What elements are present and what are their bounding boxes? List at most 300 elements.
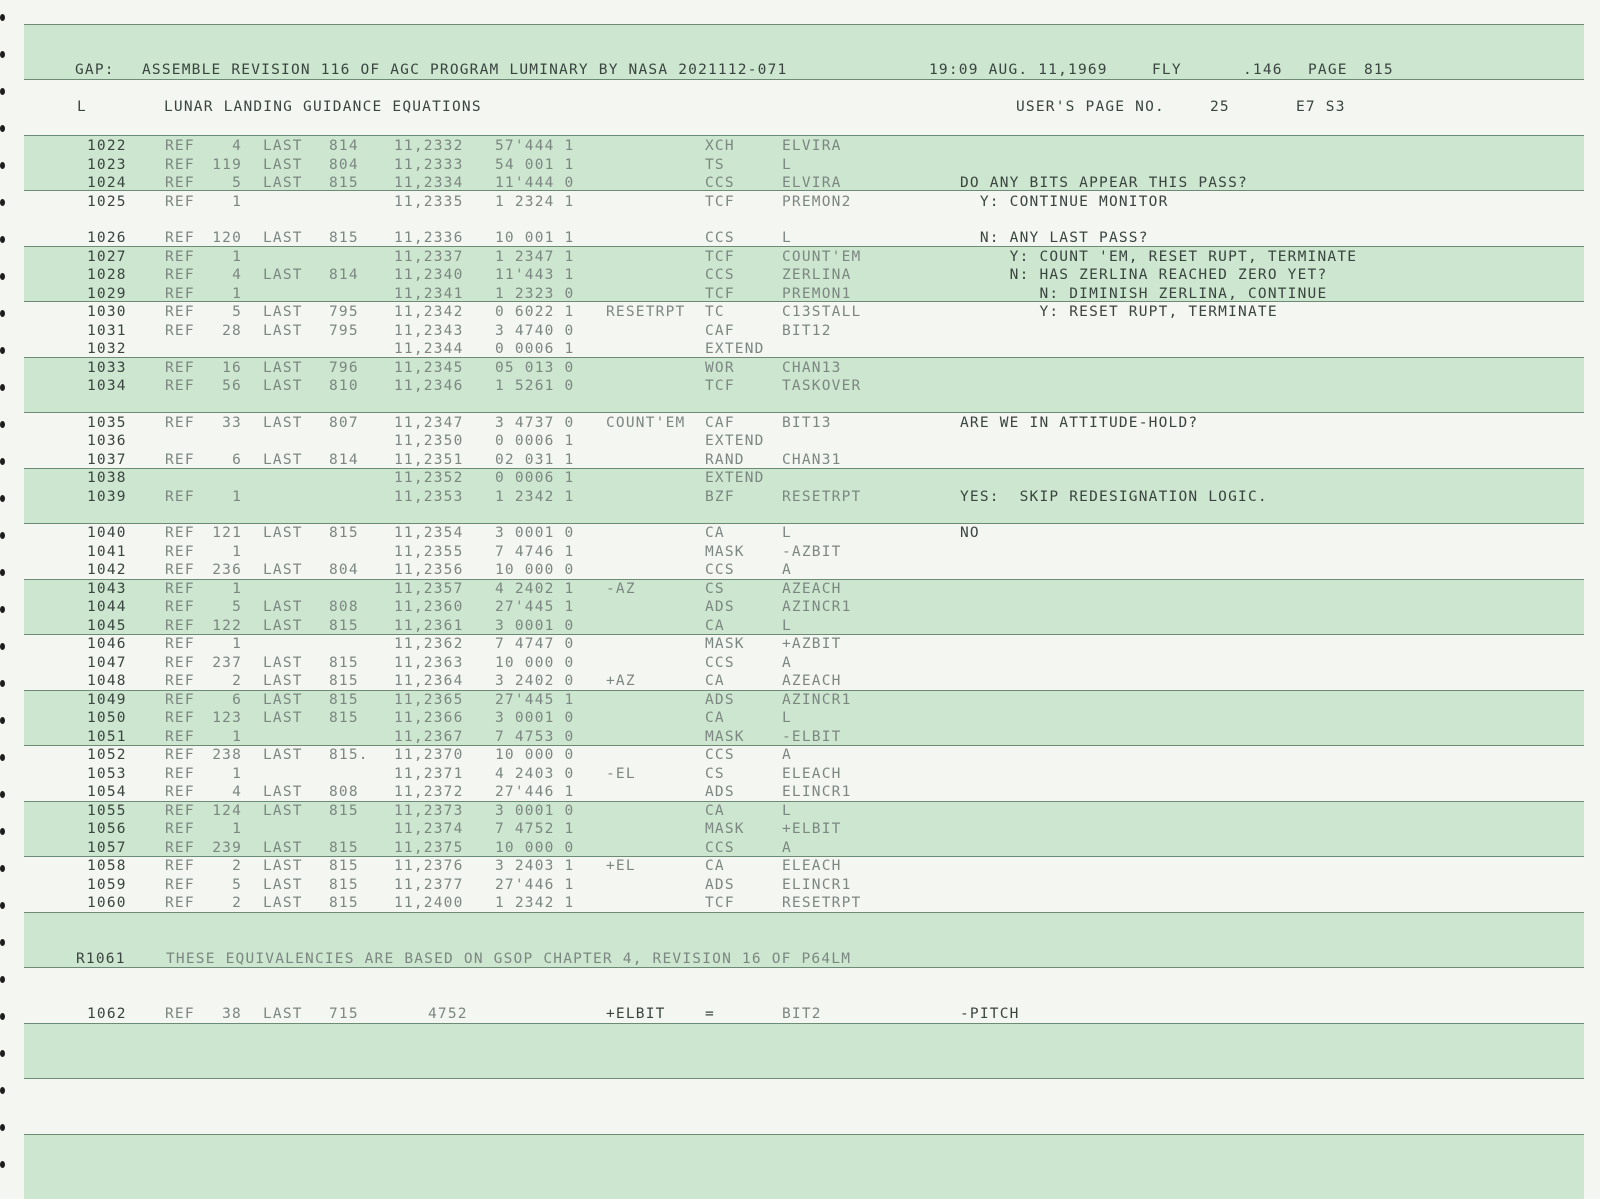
tractor-hole xyxy=(0,273,5,280)
row-last-page: 815 xyxy=(329,691,359,708)
row-opcode: CAF xyxy=(705,414,735,431)
row-ref-label: REF xyxy=(165,673,195,689)
users-page-label: USER'S PAGE NO. xyxy=(1016,99,1165,115)
row-opcode: CCS xyxy=(705,175,735,191)
row-opcode: CAF xyxy=(705,322,735,339)
row-octal-code: 4 2402 1 xyxy=(495,580,575,597)
row-address: 11,2376 xyxy=(394,858,464,874)
row-octal-code: 3 4740 0 xyxy=(495,322,575,339)
row-address: 11,2365 xyxy=(394,691,464,708)
row-comment: N: ANY LAST PASS? xyxy=(960,230,1149,246)
row-last-label: LAST xyxy=(263,858,303,874)
row-octal-code: 7 4746 1 xyxy=(495,543,575,560)
row-line-number: 1025 xyxy=(87,193,127,210)
row-line-number: 1044 xyxy=(87,599,127,615)
row-last-label: LAST xyxy=(263,322,303,339)
row-line-number: 1028 xyxy=(87,267,127,283)
row-last-page: 795 xyxy=(329,322,359,339)
row-ref-label: REF xyxy=(165,359,195,376)
row-ref-count: 1 xyxy=(232,488,242,505)
row-address: 11,2353 xyxy=(394,488,464,505)
band-rule xyxy=(24,523,1584,524)
row-octal-code: 1 2342 1 xyxy=(495,895,575,911)
row-operand: +ELBIT xyxy=(782,821,842,837)
row-ref-count: 236 xyxy=(212,562,242,578)
row-comment: ARE WE IN ATTITUDE-HOLD? xyxy=(960,414,1199,431)
tractor-hole xyxy=(0,1124,5,1131)
row-opcode: CA xyxy=(705,617,725,634)
row-octal-code: 02 031 1 xyxy=(495,451,575,468)
row-comment: YES: SKIP REDESIGNATION LOGIC. xyxy=(960,488,1268,505)
row-ref-label: REF xyxy=(165,304,195,320)
row-last-page: 815 xyxy=(329,802,359,819)
tractor-hole xyxy=(0,1161,5,1168)
remark-line-number: R1061 xyxy=(76,951,126,967)
row-line-number: 1048 xyxy=(87,673,127,689)
row-ref-count: 1 xyxy=(232,728,242,745)
row-operand: +AZBIT xyxy=(782,636,842,652)
row-ref-label: REF xyxy=(165,267,195,283)
row-ref-label: REF xyxy=(165,285,195,302)
row-opcode: TCF xyxy=(705,378,735,394)
row-comment: Y: CONTINUE MONITOR xyxy=(960,193,1169,210)
row-line-number: 1052 xyxy=(87,747,127,763)
row-octal-code: 10 001 1 xyxy=(495,230,575,246)
row-ref-label: REF xyxy=(165,562,195,578)
row-line-number: 1049 xyxy=(87,691,127,708)
row-line-number: 1045 xyxy=(87,617,127,634)
row-opcode: MASK xyxy=(705,543,745,560)
row-ref-count: 1 xyxy=(232,580,242,597)
row-address: 11,2335 xyxy=(394,193,464,210)
row-octal-code: 0 0006 1 xyxy=(495,433,575,449)
row-line-number: 1036 xyxy=(87,433,127,449)
row-line-number: 1031 xyxy=(87,322,127,339)
row-ref-count: 2 xyxy=(232,858,242,874)
row-address: 11,2341 xyxy=(394,285,464,302)
row-octal-code: 7 4753 0 xyxy=(495,728,575,745)
row-last-page: 815 xyxy=(329,876,359,893)
row-ref-count: 6 xyxy=(232,451,242,468)
row-octal-code: 1 2347 1 xyxy=(495,248,575,265)
row-address: 11,2372 xyxy=(394,784,464,800)
row-operand: BIT12 xyxy=(782,322,832,339)
row-last-label: LAST xyxy=(263,876,303,893)
row-last-label: LAST xyxy=(263,156,303,173)
row-opcode: ADS xyxy=(705,876,735,893)
row-line-number: 1060 xyxy=(87,895,127,911)
row-address: 11,2370 xyxy=(394,747,464,763)
row-address: 11,2333 xyxy=(394,156,464,173)
row-line-number: 1024 xyxy=(87,175,127,191)
row-address: 11,2367 xyxy=(394,728,464,745)
row-line-number: 1050 xyxy=(87,710,127,726)
row-line-number: 1051 xyxy=(87,728,127,745)
tractor-hole xyxy=(0,88,5,95)
row-line-number: 1023 xyxy=(87,156,127,173)
row-opcode: EXTEND xyxy=(705,341,765,357)
row-last-page: 815 xyxy=(329,525,359,541)
row-ref-label: REF xyxy=(165,248,195,265)
row-address: 11,2377 xyxy=(394,876,464,893)
equate-label: +ELBIT xyxy=(606,1006,666,1022)
band-rule xyxy=(24,1078,1584,1079)
header-code: .146 xyxy=(1243,62,1283,78)
tractor-hole xyxy=(0,791,5,798)
row-last-page: 807 xyxy=(329,414,359,431)
row-octal-code: 10 000 0 xyxy=(495,839,575,856)
equate-sign: = xyxy=(705,1006,715,1022)
row-label: +EL xyxy=(606,858,636,874)
row-operand: L xyxy=(782,156,792,173)
row-ref-label: REF xyxy=(165,617,195,634)
row-octal-code: 1 5261 0 xyxy=(495,378,575,394)
row-operand: L xyxy=(782,525,792,541)
row-opcode: ADS xyxy=(705,784,735,800)
row-octal-code: 27'446 1 xyxy=(495,876,575,893)
tractor-hole xyxy=(0,310,5,317)
row-octal-code: 11'443 1 xyxy=(495,267,575,283)
row-last-page: 814 xyxy=(329,138,359,154)
row-operand: A xyxy=(782,747,792,763)
row-line-number: 1043 xyxy=(87,580,127,597)
equate-line-number: 1062 xyxy=(87,1006,127,1022)
row-ref-label: REF xyxy=(165,175,195,191)
row-operand: AZEACH xyxy=(782,580,842,597)
row-octal-code: 3 0001 0 xyxy=(495,802,575,819)
green-band xyxy=(24,1134,1584,1199)
row-operand: A xyxy=(782,654,792,671)
remark-text: THESE EQUIVALENCIES ARE BASED ON GSOP CHAPTER 4, REVISION 16 OF P64LM xyxy=(166,951,852,967)
row-last-label: LAST xyxy=(263,451,303,468)
row-address: 11,2356 xyxy=(394,562,464,578)
row-label: -AZ xyxy=(606,580,636,597)
row-line-number: 1035 xyxy=(87,414,127,431)
row-last-label: LAST xyxy=(263,267,303,283)
row-last-page: 808 xyxy=(329,599,359,615)
row-operand: L xyxy=(782,617,792,634)
row-ref-count: 5 xyxy=(232,599,242,615)
row-last-label: LAST xyxy=(263,304,303,320)
row-address: 11,2342 xyxy=(394,304,464,320)
tractor-hole xyxy=(0,125,5,132)
row-operand: PREMON2 xyxy=(782,193,852,210)
tractor-hole xyxy=(0,717,5,724)
tractor-hole xyxy=(0,347,5,354)
row-last-page: 815 xyxy=(329,710,359,726)
row-last-label: LAST xyxy=(263,414,303,431)
row-operand: AZINCR1 xyxy=(782,599,852,615)
row-ref-label: REF xyxy=(165,525,195,541)
tractor-hole xyxy=(0,14,5,21)
row-opcode: TC xyxy=(705,304,725,320)
row-ref-label: REF xyxy=(165,156,195,173)
row-line-number: 1046 xyxy=(87,636,127,652)
row-address: 11,2363 xyxy=(394,654,464,671)
row-opcode: CCS xyxy=(705,267,735,283)
row-ref-count: 239 xyxy=(212,839,242,856)
row-operand: BIT13 xyxy=(782,414,832,431)
row-opcode: CA xyxy=(705,673,725,689)
row-last-page: 810 xyxy=(329,378,359,394)
row-opcode: XCH xyxy=(705,138,735,154)
row-opcode: MASK xyxy=(705,728,745,745)
row-opcode: CCS xyxy=(705,839,735,856)
row-last-page: 804 xyxy=(329,156,359,173)
row-operand: AZINCR1 xyxy=(782,691,852,708)
row-opcode: CCS xyxy=(705,654,735,671)
row-octal-code: 27'445 1 xyxy=(495,691,575,708)
row-ref-count: 1 xyxy=(232,248,242,265)
row-octal-code: 7 4752 1 xyxy=(495,821,575,837)
row-operand: RESETRPT xyxy=(782,895,862,911)
row-last-label: LAST xyxy=(263,691,303,708)
row-last-page: 815. xyxy=(329,747,369,763)
row-octal-code: 3 0001 0 xyxy=(495,617,575,634)
row-ref-count: 4 xyxy=(232,267,242,283)
row-octal-code: 3 2402 0 xyxy=(495,673,575,689)
row-ref-count: 6 xyxy=(232,691,242,708)
row-last-label: LAST xyxy=(263,673,303,689)
row-octal-code: 11'444 0 xyxy=(495,175,575,191)
tractor-hole xyxy=(0,236,5,243)
row-line-number: 1029 xyxy=(87,285,127,302)
row-operand: A xyxy=(782,562,792,578)
row-operand: COUNT'EM xyxy=(782,248,862,265)
row-last-label: LAST xyxy=(263,839,303,856)
row-opcode: ADS xyxy=(705,599,735,615)
row-ref-label: REF xyxy=(165,747,195,763)
row-octal-code: 10 000 0 xyxy=(495,747,575,763)
green-band xyxy=(24,1023,1584,1079)
row-last-label: LAST xyxy=(263,895,303,911)
row-ref-label: REF xyxy=(165,728,195,745)
row-last-label: LAST xyxy=(263,562,303,578)
row-ref-label: REF xyxy=(165,858,195,874)
row-line-number: 1059 xyxy=(87,876,127,893)
row-opcode: CCS xyxy=(705,747,735,763)
row-address: 11,2334 xyxy=(394,175,464,191)
row-ref-label: REF xyxy=(165,876,195,893)
row-opcode: TCF xyxy=(705,895,735,911)
row-line-number: 1041 xyxy=(87,543,127,560)
row-ref-count: 4 xyxy=(232,138,242,154)
row-octal-code: 1 2324 1 xyxy=(495,193,575,210)
row-label: -EL xyxy=(606,765,636,782)
row-ref-label: REF xyxy=(165,414,195,431)
tractor-hole xyxy=(0,384,5,391)
row-ref-label: REF xyxy=(165,322,195,339)
section-title: LUNAR LANDING GUIDANCE EQUATIONS xyxy=(164,99,482,115)
row-ref-count: 33 xyxy=(222,414,242,431)
users-page-code: E7 S3 xyxy=(1296,99,1346,115)
row-ref-label: REF xyxy=(165,802,195,819)
row-opcode: BZF xyxy=(705,488,735,505)
row-last-page: 815 xyxy=(329,858,359,874)
row-opcode: TCF xyxy=(705,248,735,265)
row-last-label: LAST xyxy=(263,617,303,634)
row-comment: Y: COUNT 'EM, RESET RUPT, TERMINATE xyxy=(960,248,1358,265)
row-last-page: 815 xyxy=(329,839,359,856)
tractor-hole xyxy=(0,162,5,169)
row-ref-label: REF xyxy=(165,580,195,597)
row-ref-count: 2 xyxy=(232,673,242,689)
row-octal-code: 54 001 1 xyxy=(495,156,575,173)
row-last-label: LAST xyxy=(263,230,303,246)
row-octal-code: 0 0006 1 xyxy=(495,470,575,486)
row-operand: A xyxy=(782,839,792,856)
row-last-page: 815 xyxy=(329,617,359,634)
row-octal-code: 3 4737 0 xyxy=(495,414,575,431)
row-operand: ELEACH xyxy=(782,858,842,874)
row-ref-label: REF xyxy=(165,710,195,726)
row-line-number: 1037 xyxy=(87,451,127,468)
row-last-page: 814 xyxy=(329,267,359,283)
row-operand: L xyxy=(782,230,792,246)
row-ref-label: REF xyxy=(165,895,195,911)
row-opcode: CS xyxy=(705,765,725,782)
row-ref-label: REF xyxy=(165,488,195,505)
row-last-label: LAST xyxy=(263,784,303,800)
row-last-page: 815 xyxy=(329,230,359,246)
row-last-label: LAST xyxy=(263,654,303,671)
row-line-number: 1040 xyxy=(87,525,127,541)
row-address: 11,2360 xyxy=(394,599,464,615)
printout-sheet xyxy=(24,0,1584,1198)
row-address: 11,2350 xyxy=(394,433,464,449)
row-octal-code: 4 2403 0 xyxy=(495,765,575,782)
row-line-number: 1034 xyxy=(87,378,127,394)
row-address: 11,2336 xyxy=(394,230,464,246)
row-octal-code: 3 0001 0 xyxy=(495,525,575,541)
row-operand: AZEACH xyxy=(782,673,842,689)
row-address: 11,2352 xyxy=(394,470,464,486)
equate-comment: -PITCH xyxy=(960,1006,1020,1022)
row-opcode: CA xyxy=(705,710,725,726)
row-operand: TASKOVER xyxy=(782,378,862,394)
equate-last: LAST xyxy=(263,1006,303,1022)
row-ref-count: 1 xyxy=(232,765,242,782)
row-comment: N: DIMINISH ZERLINA, CONTINUE xyxy=(960,285,1328,302)
row-address: 11,2357 xyxy=(394,580,464,597)
row-operand: PREMON1 xyxy=(782,285,852,302)
row-ref-count: 121 xyxy=(212,525,242,541)
row-operand: ELEACH xyxy=(782,765,842,782)
row-opcode: TS xyxy=(705,156,725,173)
header-fly: FLY xyxy=(1152,62,1182,78)
row-address: 11,2332 xyxy=(394,138,464,154)
row-operand: L xyxy=(782,802,792,819)
row-address: 11,2347 xyxy=(394,414,464,431)
row-last-label: LAST xyxy=(263,802,303,819)
row-last-page: 815 xyxy=(329,175,359,191)
row-ref-count: 1 xyxy=(232,821,242,837)
row-address: 11,2344 xyxy=(394,341,464,357)
header-page-number: 815 xyxy=(1364,62,1394,78)
equate-ref-count: 38 xyxy=(222,1006,242,1022)
tractor-hole xyxy=(0,569,5,576)
row-ref-label: REF xyxy=(165,636,195,652)
tractor-hole xyxy=(0,680,5,687)
tractor-hole xyxy=(0,1050,5,1057)
row-ref-label: REF xyxy=(165,765,195,782)
row-ref-count: 1 xyxy=(232,285,242,302)
row-line-number: 1022 xyxy=(87,138,127,154)
row-last-page: 795 xyxy=(329,304,359,320)
row-ref-label: REF xyxy=(165,378,195,394)
row-operand: L xyxy=(782,710,792,726)
row-line-number: 1053 xyxy=(87,765,127,782)
row-last-page: 814 xyxy=(329,451,359,468)
row-ref-count: 5 xyxy=(232,175,242,191)
header-title: ASSEMBLE REVISION 116 OF AGC PROGRAM LUMINARY BY NASA 2021112-071 xyxy=(142,62,788,78)
row-line-number: 1047 xyxy=(87,654,127,671)
row-last-label: LAST xyxy=(263,747,303,763)
row-ref-count: 4 xyxy=(232,784,242,800)
row-line-number: 1038 xyxy=(87,470,127,486)
row-address: 11,2346 xyxy=(394,378,464,394)
row-ref-count: 56 xyxy=(222,378,242,394)
tractor-hole xyxy=(0,865,5,872)
tractor-hole xyxy=(0,495,5,502)
row-comment: NO xyxy=(960,525,980,541)
row-octal-code: 27'446 1 xyxy=(495,784,575,800)
row-opcode: EXTEND xyxy=(705,470,765,486)
row-opcode: MASK xyxy=(705,821,745,837)
header-page-label: PAGE xyxy=(1308,62,1348,78)
users-page-number: 25 xyxy=(1210,99,1230,115)
row-address: 11,2361 xyxy=(394,617,464,634)
row-operand: CHAN31 xyxy=(782,451,842,468)
header-prefix: GAP: xyxy=(75,62,115,78)
equate-operand: BIT2 xyxy=(782,1006,822,1022)
header-time: 19:09 AUG. 11,1969 xyxy=(929,62,1108,78)
tractor-hole xyxy=(0,828,5,835)
row-address: 11,2340 xyxy=(394,267,464,283)
tractor-hole xyxy=(0,976,5,983)
row-octal-code: 1 2342 1 xyxy=(495,488,575,505)
row-octal-code: 1 2323 0 xyxy=(495,285,575,302)
row-ref-label: REF xyxy=(165,230,195,246)
row-line-number: 1027 xyxy=(87,248,127,265)
row-last-page: 796 xyxy=(329,359,359,376)
row-octal-code: 05 013 0 xyxy=(495,359,575,376)
row-operand: CHAN13 xyxy=(782,359,842,376)
row-ref-count: 123 xyxy=(212,710,242,726)
row-address: 11,2364 xyxy=(394,673,464,689)
row-operand: ZERLINA xyxy=(782,267,852,283)
row-last-label: LAST xyxy=(263,599,303,615)
equate-value: 4752 xyxy=(428,1006,468,1022)
row-address: 11,2371 xyxy=(394,765,464,782)
row-ref-label: REF xyxy=(165,543,195,560)
row-last-page: 804 xyxy=(329,562,359,578)
row-octal-code: 3 2403 1 xyxy=(495,858,575,874)
row-address: 11,2351 xyxy=(394,451,464,468)
tractor-hole xyxy=(0,754,5,761)
row-label: RESETRPT xyxy=(606,304,686,320)
row-ref-count: 124 xyxy=(212,802,242,819)
row-octal-code: 57'444 1 xyxy=(495,138,575,154)
row-opcode: ADS xyxy=(705,691,735,708)
row-ref-count: 238 xyxy=(212,747,242,763)
tractor-hole xyxy=(0,643,5,650)
row-last-label: LAST xyxy=(263,175,303,191)
row-line-number: 1033 xyxy=(87,359,127,376)
row-operand: -ELBIT xyxy=(782,728,842,745)
row-comment: DO ANY BITS APPEAR THIS PASS? xyxy=(960,175,1248,191)
row-ref-label: REF xyxy=(165,821,195,837)
